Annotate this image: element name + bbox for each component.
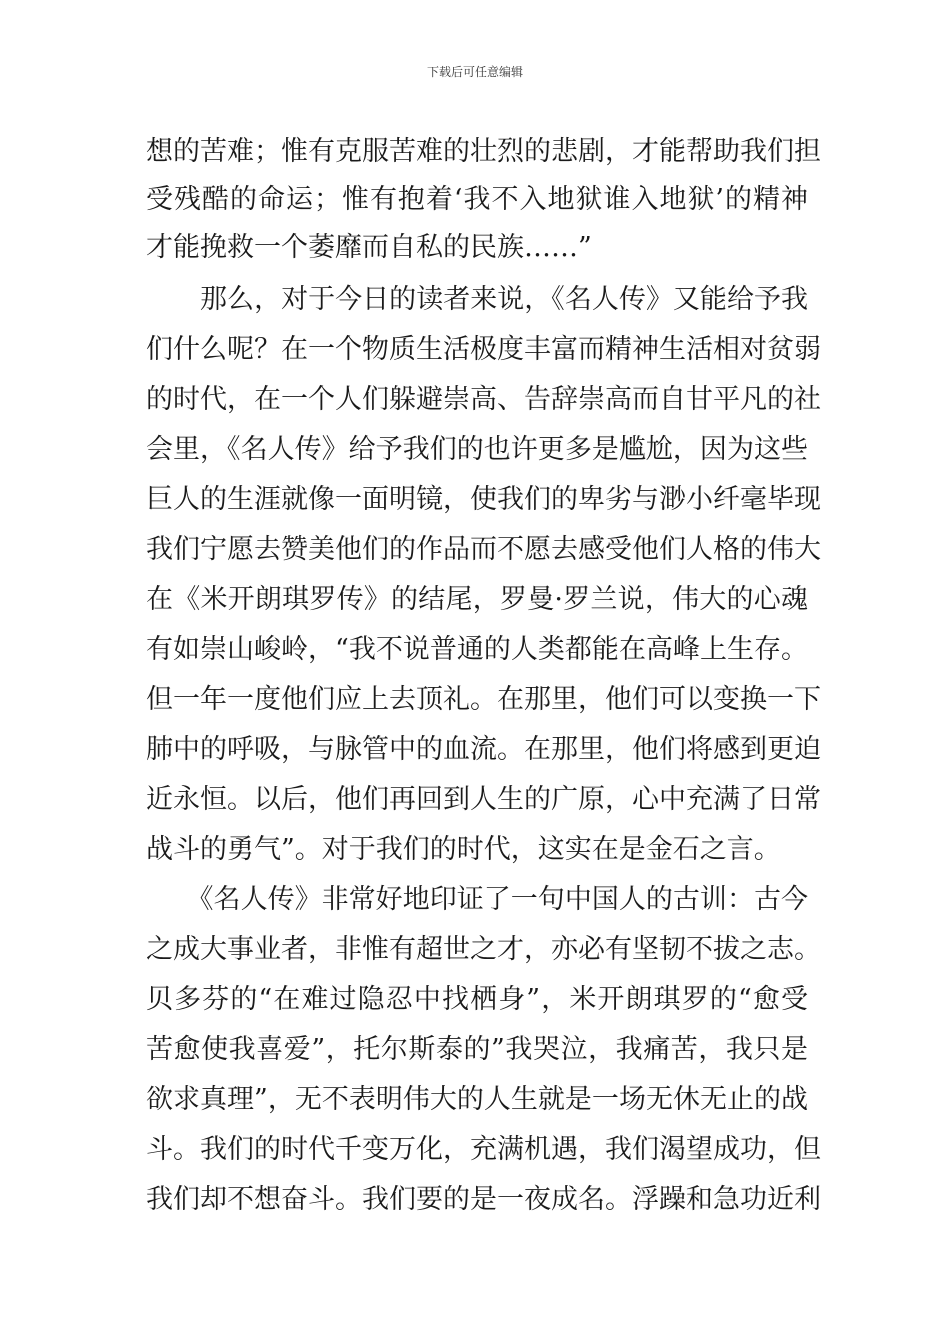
- text-line: 有如崇山峻岭，“我不说普通的人类都能在高峰上生存。: [146, 634, 808, 665]
- text-line: 那么，对于今日的读者来说，《名人传》又能给予我: [146, 284, 808, 315]
- text-line: 想的苦难；惟有克服苦难的壮烈的悲剧，才能帮助我们担: [146, 136, 821, 167]
- text-line: 的时代，在一个人们躲避崇高、告辞崇高而自甘平凡的社: [146, 384, 821, 415]
- text-line: 会里，《名人传》给予我们的也许更多是尴尬，因为这些: [146, 434, 808, 465]
- text-line: 受残酷的命运；惟有抱着‘我不入地狱谁入地狱’的精神: [146, 184, 808, 215]
- text-line: 斗。我们的时代千变万化，充满机遇，我们渴望成功，但: [146, 1134, 821, 1165]
- text-line: 战斗的勇气”。对于我们的时代，这实在是金石之言。: [146, 834, 781, 865]
- text-line: 苦愈使我喜爱”，托尔斯泰的”我哭泣，我痛苦，我只是: [146, 1034, 808, 1065]
- text-line: 肺中的呼吸，与脉管中的血流。在那里，他们将感到更迫: [146, 734, 821, 765]
- text-line: 近永恒。以后，他们再回到人生的广原，心中充满了日常: [146, 784, 821, 815]
- text-line: 们什么呢？在一个物质生活极度丰富而精神生活相对贫弱: [146, 334, 821, 365]
- text-line: 《名人传》非常好地印证了一句中国人的古训：古今: [146, 884, 808, 915]
- text-line: 贝多芬的“在难过隐忍中找栖身”，米开朗琪罗的“愈受: [146, 984, 808, 1015]
- text-line: 但一年一度他们应上去顶礼。在那里，他们可以变换一下: [146, 684, 821, 715]
- text-line: 之成大事业者，非惟有超世之才，亦必有坚韧不拔之志。: [146, 934, 821, 965]
- page-header: 下载后可任意编辑: [426, 65, 523, 79]
- text-line: 在《米开朗琪罗传》的结尾，罗曼·罗兰说，伟大的心魂: [146, 584, 808, 615]
- text-line: 才能挽救一个萎靡而自私的民族……”: [146, 232, 592, 263]
- text-line: 巨人的生涯就像一面明镜，使我们的卑劣与渺小纤毫毕现: [146, 484, 821, 515]
- text-line: 我们宁愿去赞美他们的作品而不愿去感受他们人格的伟大: [146, 534, 821, 565]
- text-line: 我们却不想奋斗。我们要的是一夜成名。浮躁和急功近利: [146, 1184, 821, 1215]
- text-line: 欲求真理”，无不表明伟大的人生就是一场无休无止的战: [146, 1084, 808, 1115]
